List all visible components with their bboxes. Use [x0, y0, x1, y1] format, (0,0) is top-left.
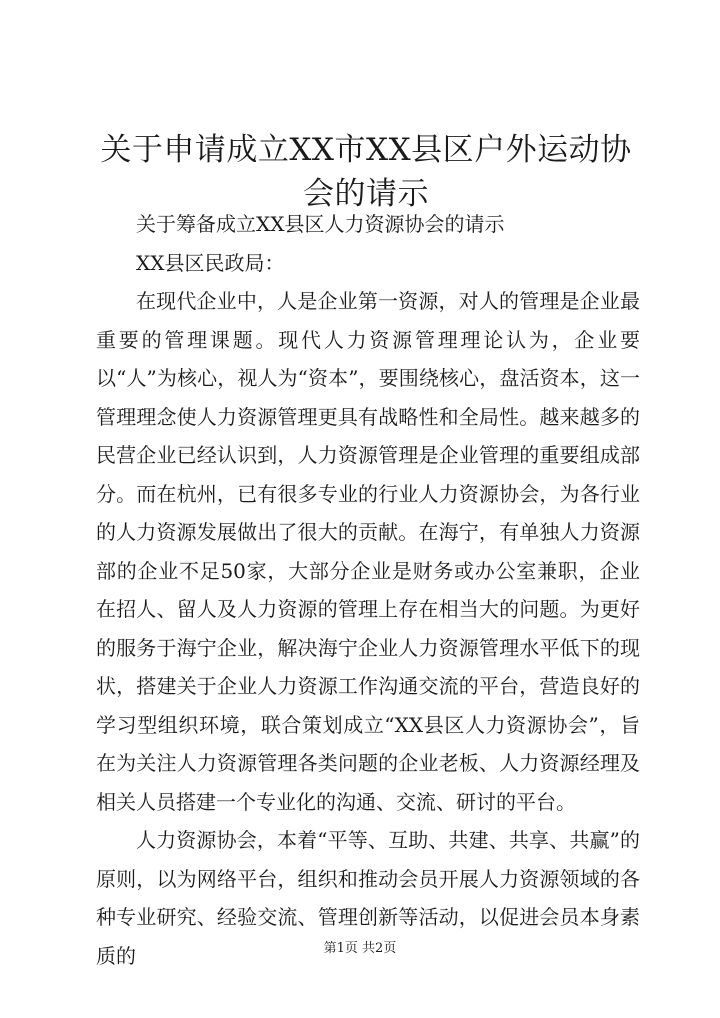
body-paragraph-1: 在现代企业中，人是企业第一资源，对人的管理是企业最重要的管理课题。现代人力资源管理理论认为，企业要以“人”为核心，视人为“资本”，要围绕核心，盘活资本，这一管理理念使人力资源管理更具有战略性和全局性。越来越多的民营企业已经认识到，人力资源管理是企业管理的重要组成部分。而在杭州，已有很多专业的行业人力资源协会，为各行业的人力资源发展做出了很大的贡献。在海宁，有单独人力资源部的企业不足50家，大部分企业是财务或办公室兼职，企业在招人、留人及人力资源的管理上存在相当大的问题。为更好的服务于海宁企业，解决海宁企业人力资源管理水平低下的现状，搭建关于企业人力资源工作沟通交流的平台，营造良好的学习型组织环境，联合策划成立“XX县区人力资源协会”，旨在为关注人力资源管理各类问题的企业老板、人力资源经理及相关人员搭建一个专业化的沟通、交流、研讨的平台。	[96, 289, 640, 814]
addressee-line: XX县区民政局：	[136, 250, 285, 275]
page-footer: 第1页 共2页	[323, 941, 397, 956]
document-title: 关于申请成立XX市XX县区户外运动协会的请示	[100, 132, 632, 212]
document-body	[96, 205, 640, 975]
subject-line: 关于筹备成立XX县区人力资源协会的请示	[136, 212, 505, 236]
body-paragraph-2: 人力资源协会，本着“平等、互助、共建、共享、共赢”的原则，以为网络平台，组织和推动会员开展人力资源领域的各种专业研究、经验交流、管理创新等活动，以促进会员本身素质的	[96, 828, 640, 968]
